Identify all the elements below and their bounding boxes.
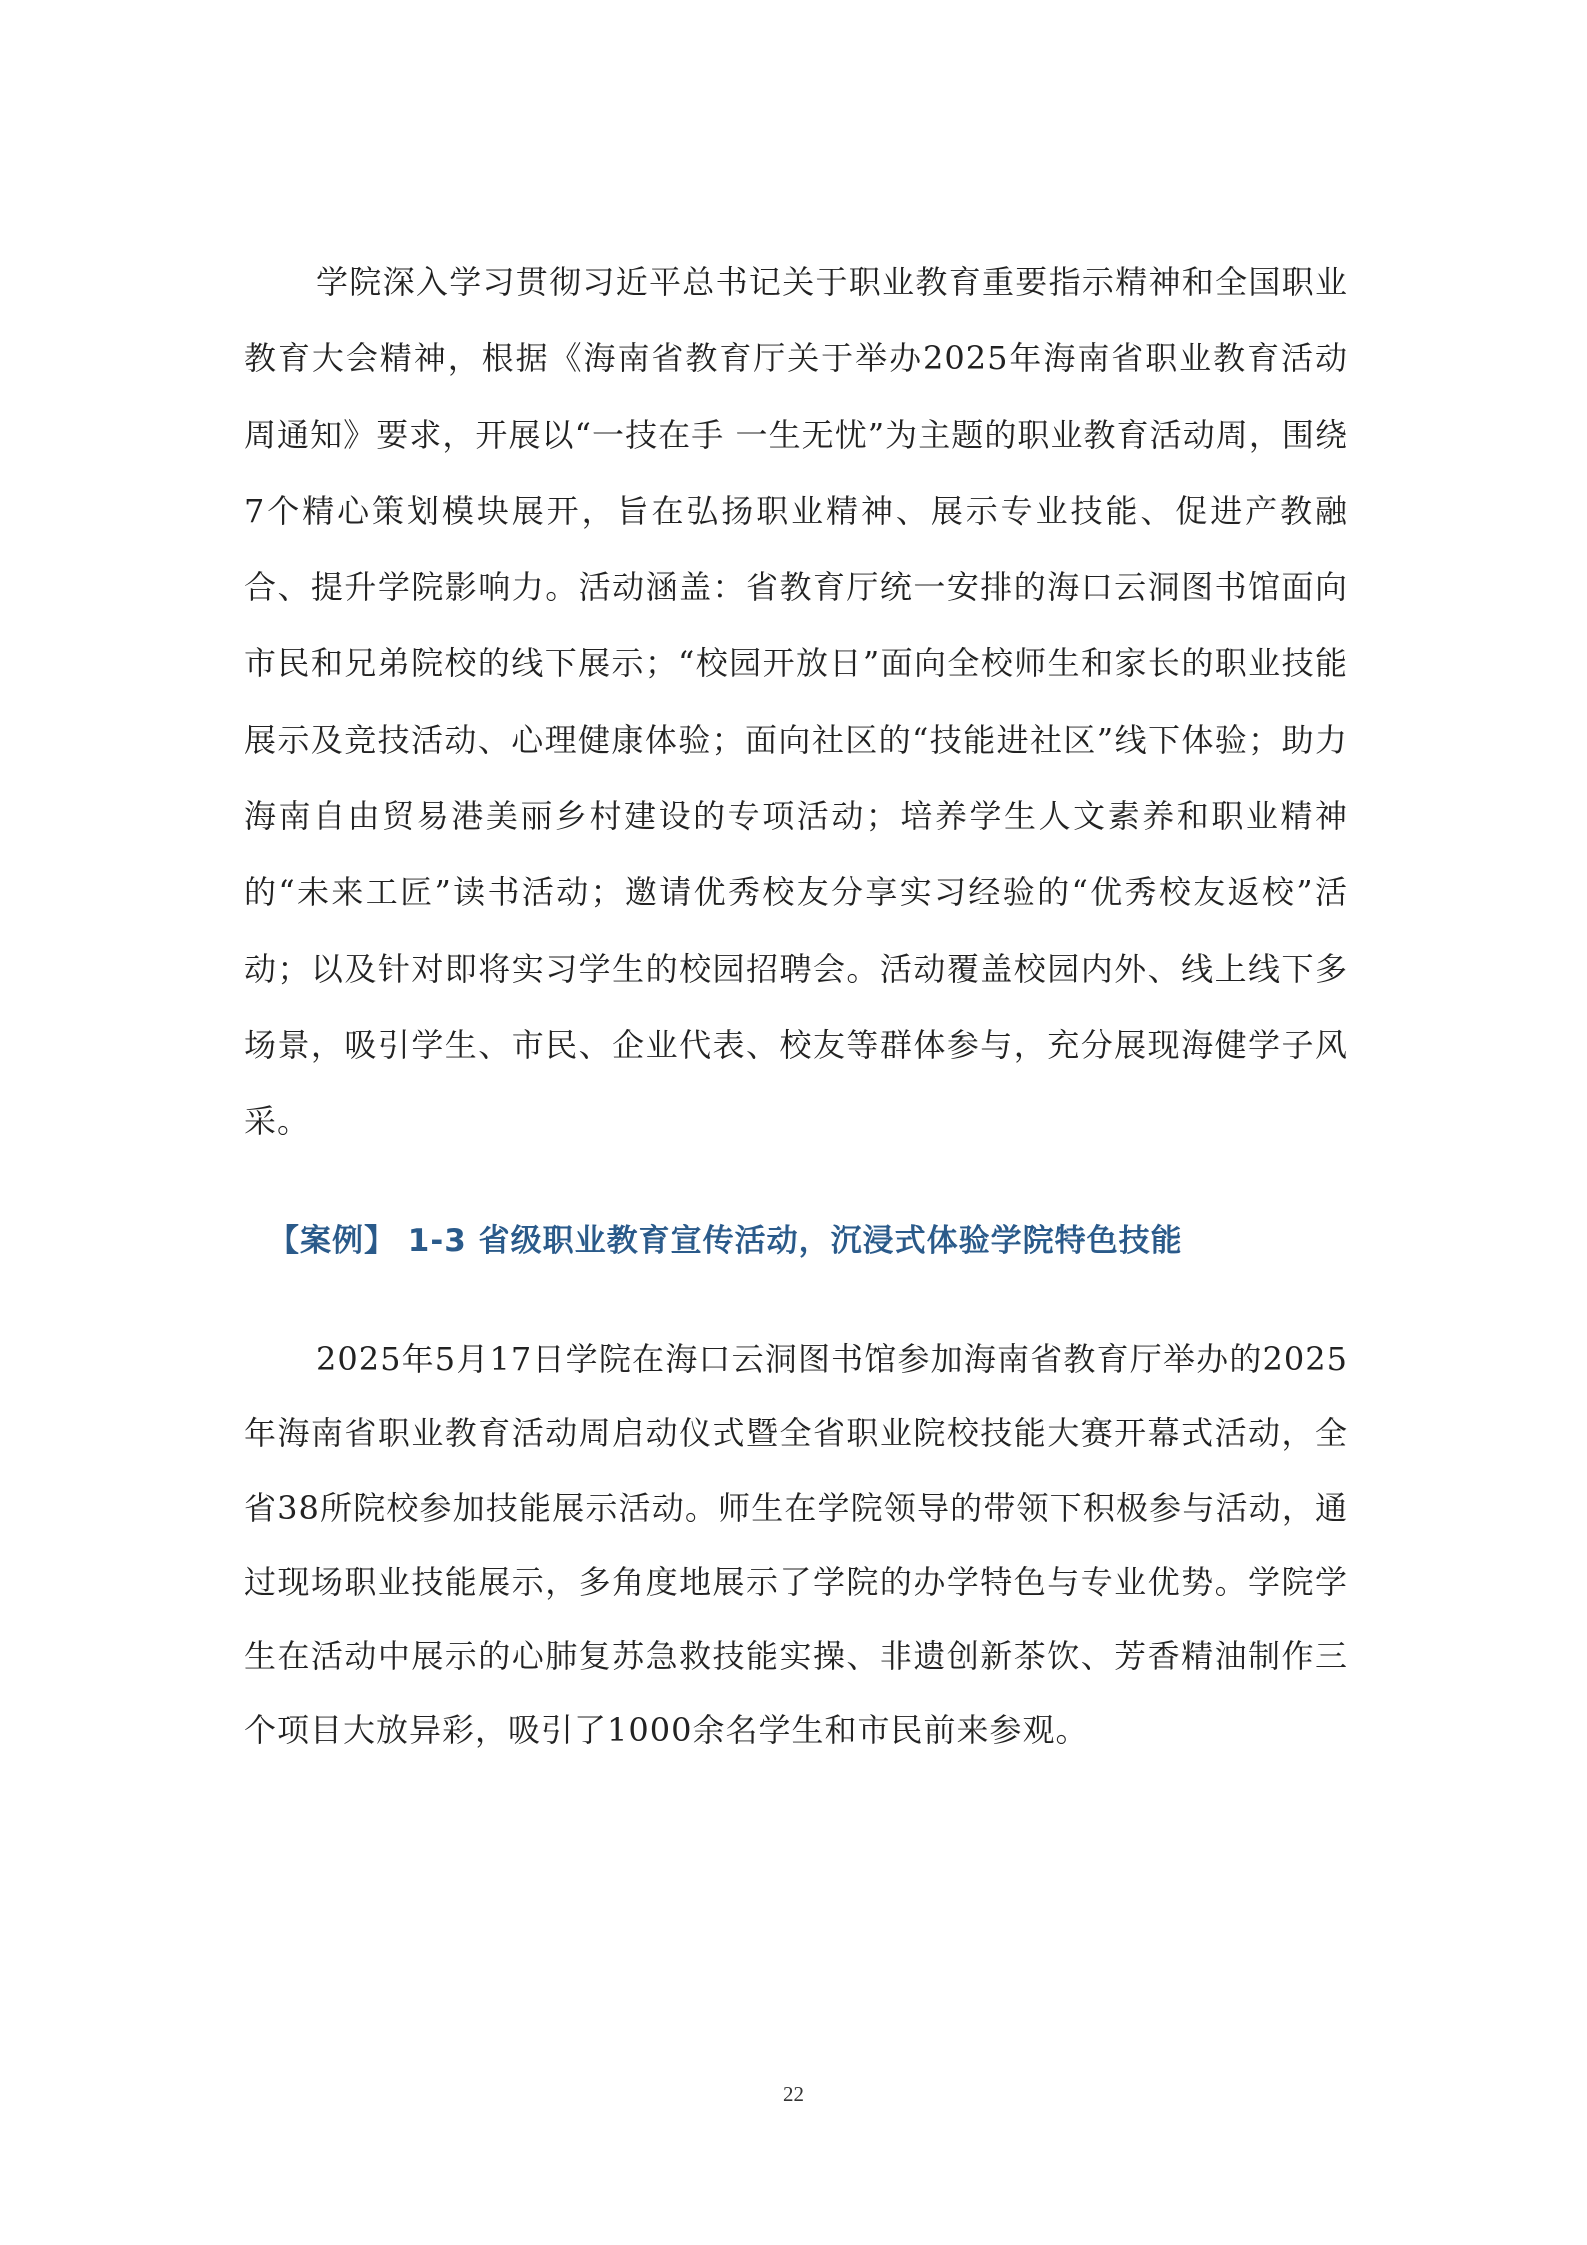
body-paragraph-activity-week: 学院深入学习贯彻习近平总书记关于职业教育重要指示精神和全国职业教育大会精神，根据《海南省教育厅关于举办2025年海南省职业教育活动周通知》要求，开展以“一技在手 一生无忧”为主题的职业教育活动周，围绕7个精心策划模块展开，旨在弘扬职业精神、展示专业技能、促进产教融合、提升学院影响力。活动涵盖：省教育厅统一安排的海口云洞图书馆面向市民和兄弟院校的线下展示；“校园开放日”面向全校师生和家长的职业技能展示及竞技活动、心理健康体验；面向社区的“技能进社区”线下体验；助力海南自由贸易港美丽乡村建设的专项活动；培养学生人文素养和职业精神的“未来工匠”读书活动；邀请优秀校友分享实习经验的“优秀校友返校”活动；以及针对即将实习学生的校园招聘会。活动覆盖校园内外、线上线下多场景，吸引学生、市民、企业代表、校友等群体参与，充分展现海健学子风采。 [244,263,1348,1141]
body-paragraph-case-1-3: 2025年5月17日学院在海口云洞图书馆参加海南省教育厅举办的2025年海南省职业教育活动周启动仪式暨全省职业院校技能大赛开幕式活动，全省38所院校参加技能展示活动。师生在学院领导的带领下积极参与活动，通过现场职业技能展示，多角度地展示了学院的办学特色与专业优势。学院学生在活动中展示的心肺复苏急救技能实操、非遗创新茶饮、芳香精油制作三个项目大放异彩，吸引了1000余名学生和市民前来参观。 [244,1340,1348,1750]
case-heading: 【案例】 1-3 省级职业教育宣传活动，沉浸式体验学院特色技能 [268,1223,1183,1259]
page-number: 22 [783,2082,804,2106]
